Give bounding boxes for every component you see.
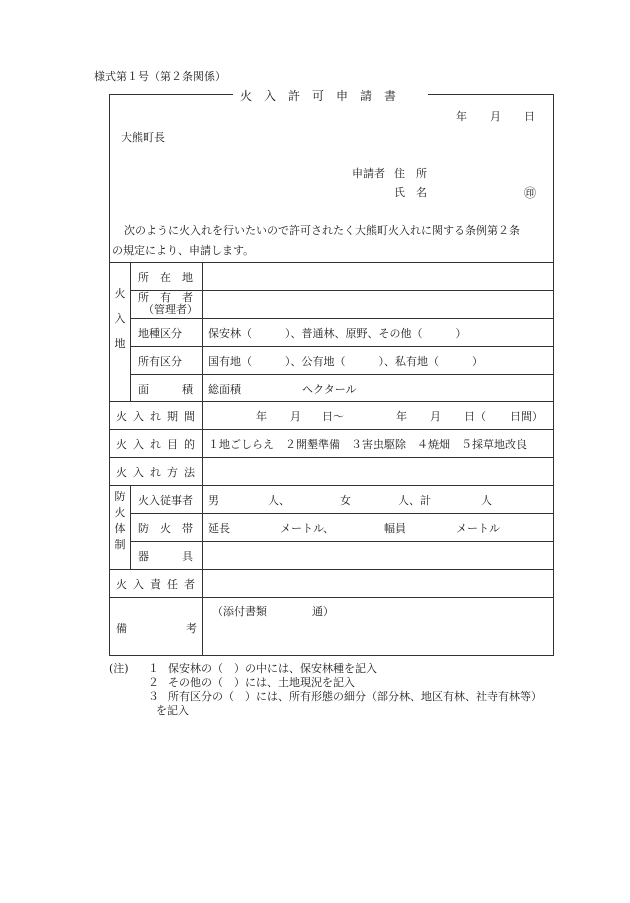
workers-male: 男 (208, 494, 219, 507)
purpose-value: １地ごしらえ ２開墾準備 ３害虫駆除 ４焼畑 ５採草地改良 (208, 438, 527, 451)
note-2-number: ２ (148, 676, 159, 689)
hline (130, 374, 554, 375)
purpose-label: 火入れ目的 (116, 438, 201, 451)
workers-male-count-unit: 人、 (268, 494, 290, 507)
frame-left (109, 94, 110, 655)
firebreak-length-unit: メートル、 (280, 522, 335, 535)
note-1-number: １ (148, 662, 159, 675)
date-year-label: 年 (456, 110, 467, 123)
area-unit: ヘクタール (302, 383, 357, 396)
group-char: 防 (114, 490, 126, 503)
period-day-2: 日（ (464, 410, 486, 423)
form-title: 火 入 許 可 申 請 書 (240, 89, 397, 103)
note-3-continuation: を記入 (156, 704, 189, 717)
note-3-number: ３ (148, 690, 159, 703)
period-label: 火入れ期間 (116, 410, 201, 423)
firebreak-label: 防 火 帯 (138, 522, 193, 535)
addressee: 大熊町長 (121, 131, 165, 144)
applicant-label: 申請者 (352, 167, 385, 180)
hline (109, 401, 554, 402)
body-text-line-1: 次のように火入れを行いたいので許可されたく大熊町火入れに関する条例第２条 (124, 224, 520, 237)
ownership-class-label: 所有区分 (138, 355, 182, 368)
frame-top-right (428, 94, 553, 95)
area-label: 面 積 (138, 383, 193, 396)
responsible-label: 火入責任者 (116, 578, 201, 591)
vline (130, 485, 131, 569)
applicant-address-label: 住 所 (394, 167, 427, 180)
owner-label: 所 有 者 (138, 291, 193, 304)
seal-mark: ㊞ (524, 186, 537, 200)
period-year-1: 年 (256, 410, 267, 423)
form-number: 様式第１号（第２条関係） (94, 70, 226, 83)
period-year-2: 年 (396, 410, 407, 423)
hline (130, 290, 554, 291)
date-day-label: 日 (524, 110, 535, 123)
owner-sub-label: （管理者） (143, 303, 198, 316)
location-label: 所 在 地 (138, 271, 193, 284)
land-class-label: 地種区分 (138, 327, 182, 340)
fire-site-group-label (112, 288, 128, 349)
attachment-count-label: （添付書類 (212, 605, 267, 618)
firebreak-width: 幅員 (384, 522, 406, 535)
remarks-label-b: 考 (186, 622, 197, 635)
group-char: 火 (114, 506, 126, 519)
group-char: 体 (114, 522, 126, 535)
hline (109, 597, 554, 598)
workers-label: 火入従事者 (138, 494, 193, 507)
period-month-2: 月 (430, 410, 441, 423)
note-2-text: その他の（ ）には、土地現況を記入 (168, 676, 355, 689)
group-char: 入 (114, 312, 126, 325)
hline (130, 513, 554, 514)
hline (130, 318, 554, 319)
hline (130, 541, 554, 542)
note-1-text: 保安林の（ ）の中には、保安林種を記入 (168, 662, 377, 675)
group-char: 制 (114, 538, 126, 551)
hline (109, 485, 554, 486)
hline (109, 569, 554, 570)
frame-bottom (109, 655, 554, 656)
area-total-label: 総面積 (208, 383, 241, 396)
ownership-class-value: 国有地（ ）、公有地（ ）、私有地（ ） (208, 355, 483, 368)
vline (202, 262, 203, 655)
workers-female-count-unit: 人、計 (398, 494, 431, 507)
date-month-label: 月 (490, 110, 501, 123)
fire-prevention-group-label (112, 491, 128, 550)
firebreak-width-unit: メートル (456, 522, 500, 535)
firebreak-length: 延長 (208, 522, 230, 535)
hline (109, 457, 554, 458)
remarks-label-a: 備 (116, 622, 127, 635)
workers-total-unit: 人 (481, 494, 492, 507)
period-day-1: 日～ (322, 410, 344, 423)
period-month-1: 月 (290, 410, 301, 423)
note-3-text: 所有区分の（ ）には、所有形態の細分（部分林、地区有林、社寺有林等） (168, 690, 542, 703)
hline (130, 346, 554, 347)
table-top-line (109, 262, 554, 263)
land-class-value: 保安林（ ）、普通林、原野、その他（ ） (208, 327, 467, 340)
workers-female: 女 (340, 494, 351, 507)
attachment-count-unit: 通） (312, 605, 334, 618)
equipment-label: 器 具 (138, 550, 193, 563)
notes-prefix: (注) (109, 662, 129, 675)
group-char: 火 (114, 287, 126, 300)
body-text-line-2: の規定により、申請します。 (112, 244, 255, 257)
applicant-name-label: 氏 名 (394, 186, 427, 199)
period-days: 日間） (510, 410, 543, 423)
vline (130, 262, 131, 401)
hline (109, 429, 554, 430)
group-char: 地 (114, 337, 126, 350)
frame-top-left (109, 94, 233, 95)
method-label: 火入れ方法 (116, 466, 201, 479)
